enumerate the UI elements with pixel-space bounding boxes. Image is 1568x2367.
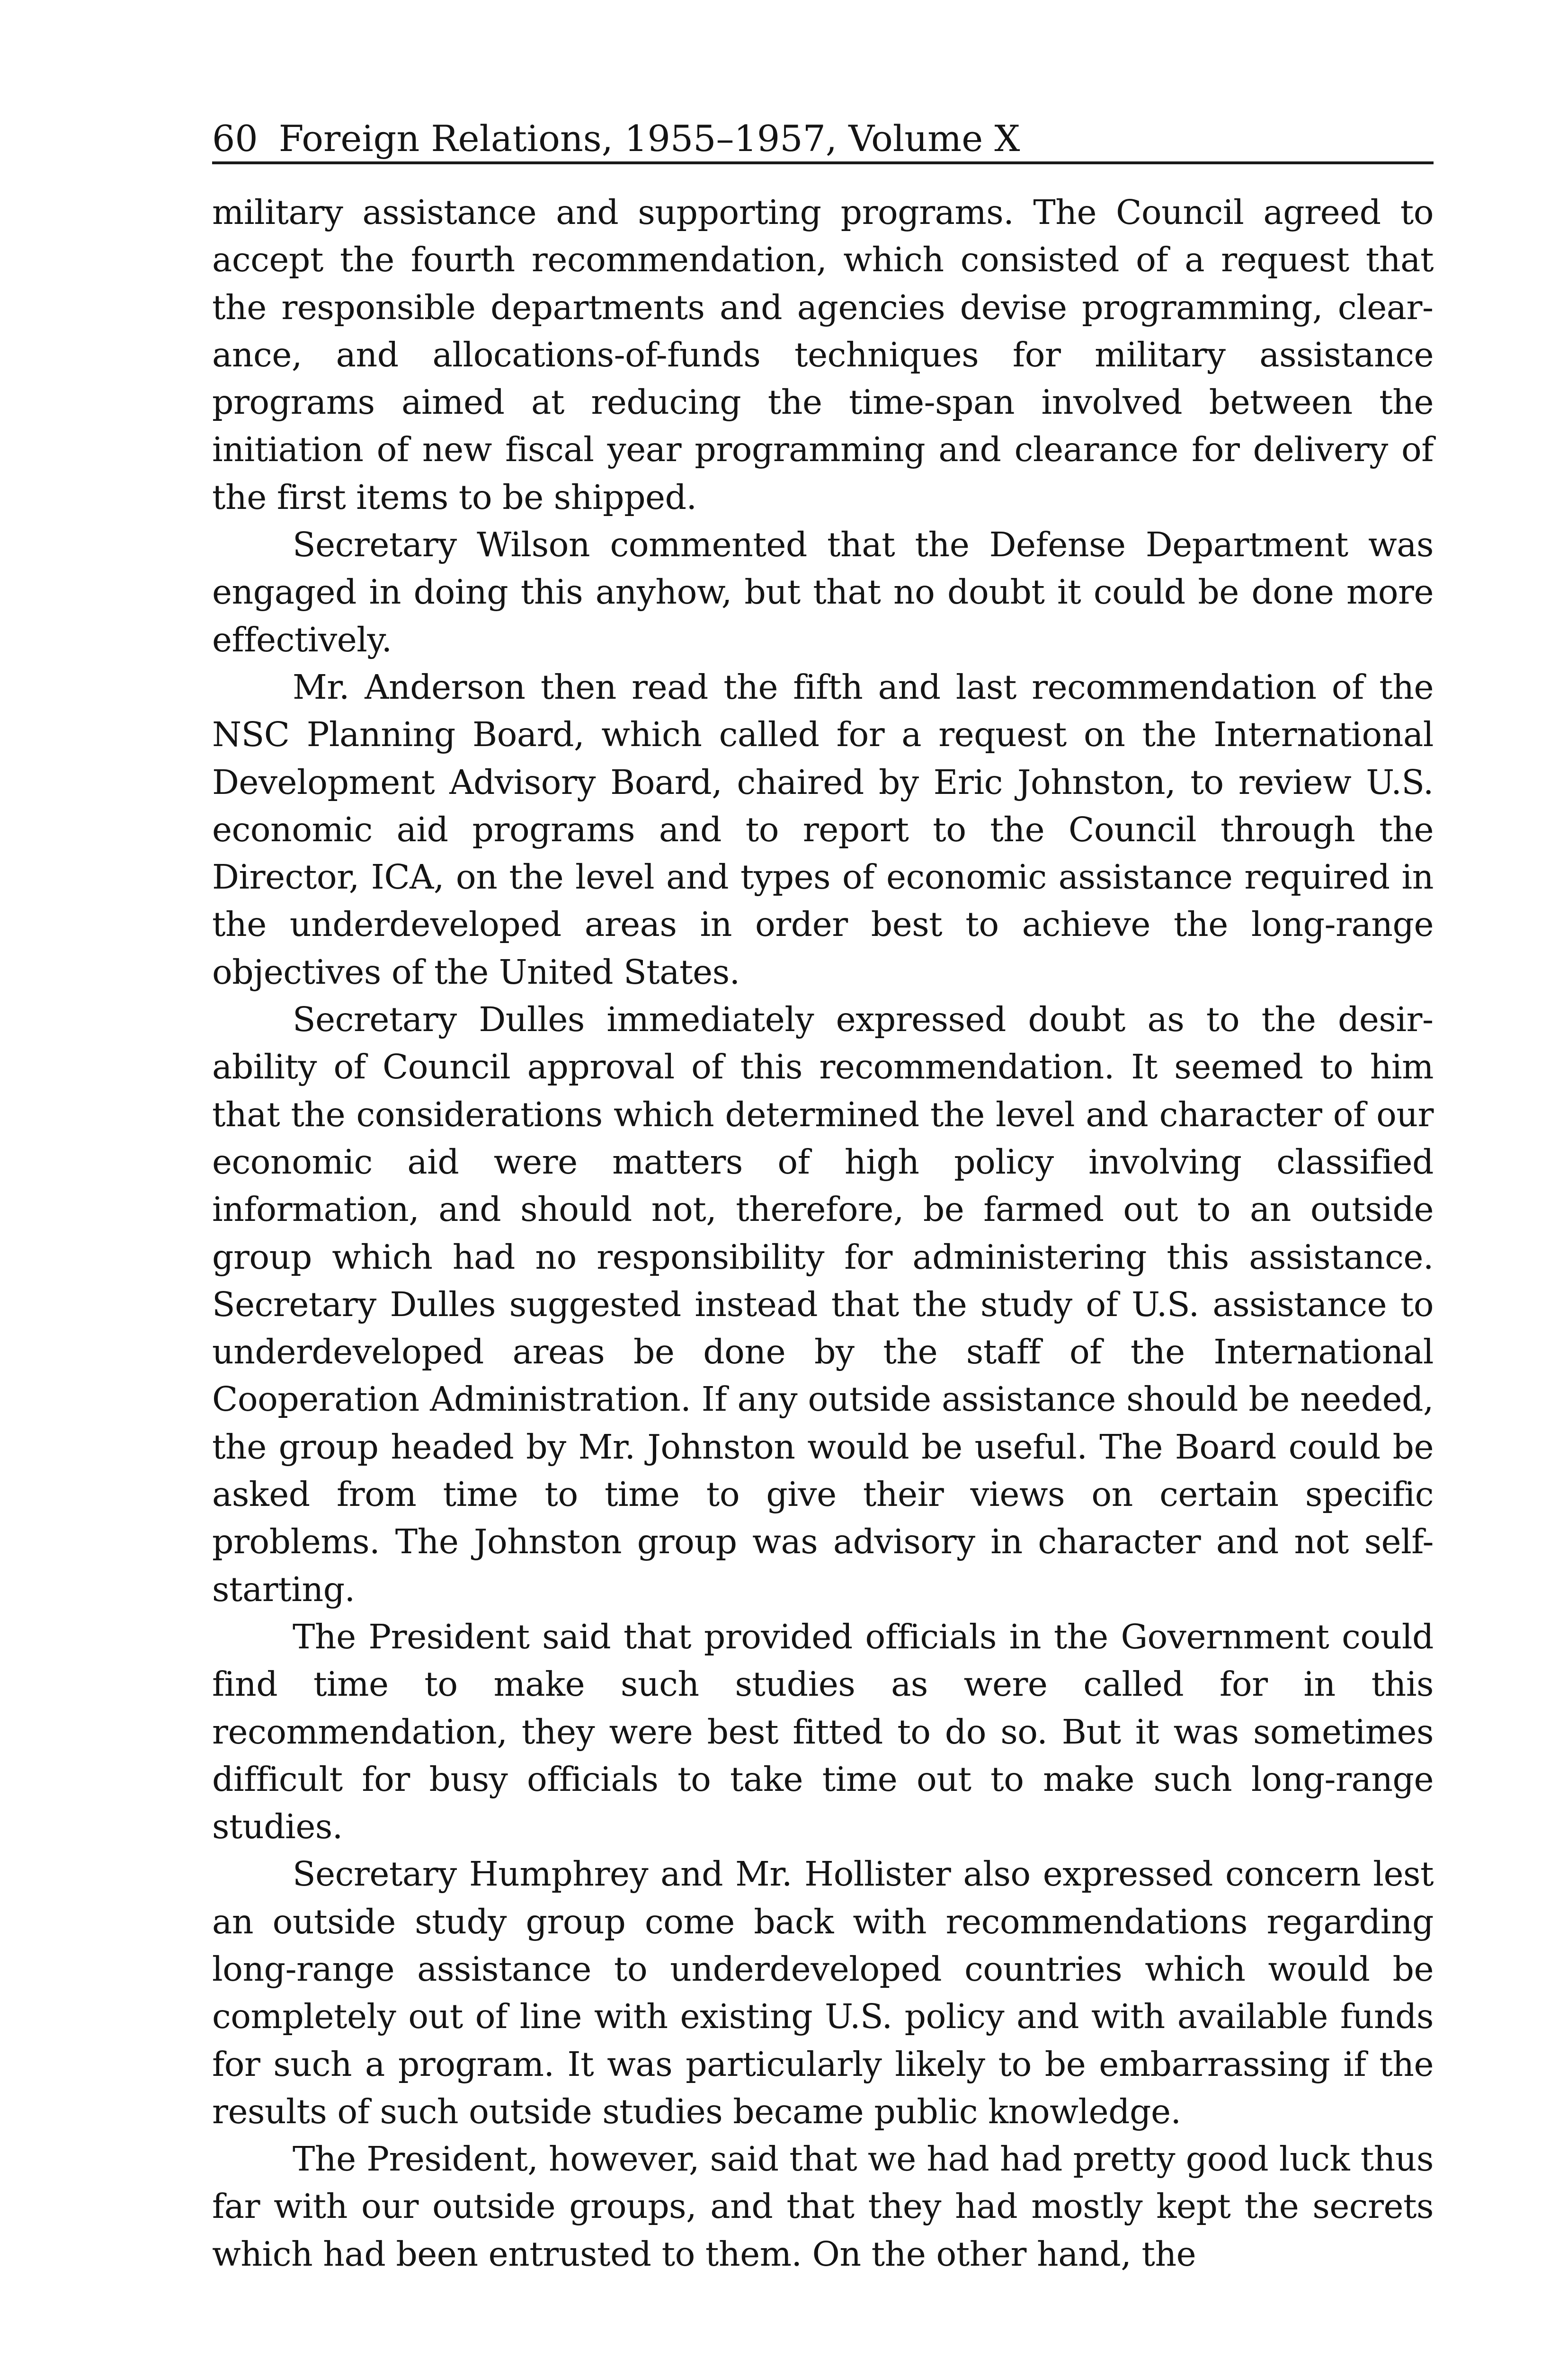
paragraph-continued: military assistance and supporting programs. The Council agreed to accept the fourth recommendation, which consisted of a request that the responsible departments and agencies devise programming, clearance, and allocations-of-funds techniques for military assistance programs aimed at reducing the time-span involved between the initiation of new fiscal year programming and clearance for delivery of the first items to be shipped. (212, 193, 1434, 517)
paragraph-anderson: Mr. Anderson then read the fifth and last recommendation of the NSC Planning Board, which called for a request on the International Development Advisory Board, chaired by Eric Johnston, to review U.S. economic aid programs and to report to the Council through the Director, ICA, on the level and types of economic assistance required in the underdeveloped areas in order best to achieve the long-range objectives of the United States. (212, 667, 1434, 992)
running-title: Foreign Relations, 1955–1957, Volume X (278, 117, 1020, 160)
paragraph-dulles: Secretary Dulles immediately expressed doubt as to the desirability of Council approval of this recommendation. It seemed to him that the considerations which determined the level and character of our economic aid were matters of high policy involving classified information, and should not, therefore, be farmed out to an outside group which had no responsibility for administering this assistance. Secretary Dulles suggested instead that the study of U.S. assistance to underdeveloped areas be done by the staff of the International Cooperation Administration. If any outside assistance should be needed, the group headed by Mr. Johnston would be useful. The Board could be asked from time to time to give their views on certain specific problems. The Johnston group was advisory in character and not self-starting. (212, 1000, 1434, 1609)
body-text (212, 189, 1434, 2278)
paragraph-president-studies: The President said that provided officials in the Government could find time to make such studies as were called for in this recommendation, they were best fitted to do so. But it was sometimes difficult for busy officials to take time out to make such long-range studies. (212, 1617, 1434, 1847)
running-head (212, 117, 1434, 164)
paragraph-humphrey-hollister: Secretary Humphrey and Mr. Hollister also expressed concern lest an outside study group come back with recommendations regarding long-range assistance to underdeveloped countries which would be completely out of line with existing U.S. policy and with available funds for such a program. It was particularly likely to be embarrassing if the results of such outside studies became public knowledge. (212, 1854, 1434, 2131)
paragraph-wilson: Secretary Wilson commented that the Defense Department was engaged in doing this anyhow, but that no doubt it could be done more effectively. (212, 525, 1434, 659)
document-page (212, 117, 1434, 2278)
paragraph-president-outside-groups: The President, however, said that we had had pretty good luck thus far with our outside groups, and that they had mostly kept the secrets which had been entrusted to them. On the other hand, the (212, 2139, 1434, 2274)
page-number: 60 (212, 117, 258, 160)
